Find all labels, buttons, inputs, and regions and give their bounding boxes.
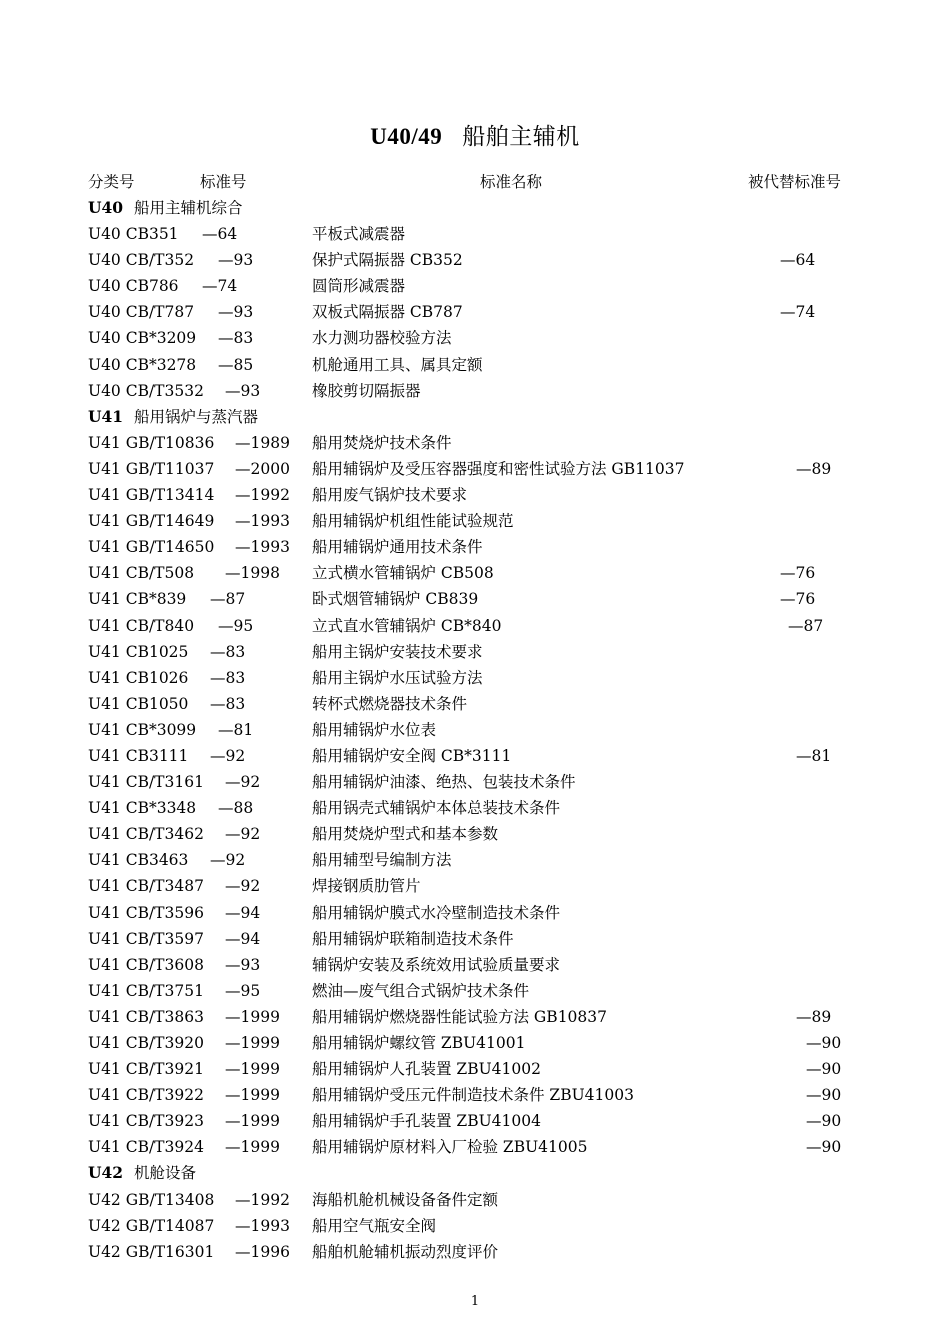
table-row: [0, 952, 950, 978]
replaced-standard: —76: [780, 590, 816, 609]
title-name: 船舶主辅机: [462, 124, 580, 150]
section-row: [0, 1160, 950, 1186]
standard-year: —1996: [235, 1242, 290, 1261]
standard-code: U41 CB/T3597: [88, 929, 204, 948]
standard-name: 双板式隔振器 CB787: [312, 303, 463, 322]
table-row: [0, 430, 950, 456]
replaced-standard: —81: [796, 746, 832, 765]
standard-code: U41 CB1050: [88, 694, 189, 713]
standard-year: —85: [218, 355, 254, 374]
section-row: [0, 195, 950, 221]
standard-name: 船用废气锅炉技术要求: [312, 486, 468, 505]
table-row: [0, 978, 950, 1004]
standard-year: —95: [225, 981, 261, 1000]
standard-code: U41 CB/T3161: [88, 773, 204, 792]
standard-code: U41 CB/T840: [88, 616, 195, 635]
replaced-standard: —90: [806, 1112, 842, 1131]
replaced-standard: —87: [788, 616, 824, 635]
section-title: 船用主辅机综合: [134, 199, 243, 217]
table-row: [0, 795, 950, 821]
standard-code: U42 GB/T14087: [88, 1216, 215, 1235]
standard-year: —1999: [225, 1060, 280, 1079]
standard-year: —1999: [225, 1034, 280, 1052]
standard-year: —95: [218, 616, 254, 635]
standard-year: —1992: [235, 1190, 290, 1209]
standard-code: U40 CB/T352: [88, 251, 195, 270]
standard-name: 船用辅锅炉螺纹管 ZBU41001: [312, 1034, 526, 1052]
standard-name: 船用辅锅炉手孔装置 ZBU41004: [312, 1112, 541, 1131]
standard-code: U41 CB/T3923: [88, 1112, 204, 1131]
standard-year: —83: [210, 668, 246, 687]
standard-code: U41 GB/T13414: [88, 486, 215, 505]
standard-year: —1989: [235, 433, 290, 452]
standard-code: U41 CB*3099: [88, 720, 197, 739]
standard-code: U41 CB*839: [88, 590, 187, 609]
header-std: 标准号: [200, 173, 247, 191]
table-row: [0, 560, 950, 586]
standard-name: 船用空气瓶安全阀: [312, 1216, 437, 1235]
standard-name: 卧式烟管辅锅炉 CB839: [312, 590, 479, 609]
standard-year: —1998: [225, 564, 280, 583]
standard-name: 船用辅锅炉及受压容器强度和密性试验方法 GB11037: [312, 459, 685, 478]
standard-name: 船用辅锅炉水位表: [312, 720, 437, 739]
replaced-standard: —76: [780, 564, 816, 583]
standard-code: U41 CB/T3487: [88, 877, 204, 896]
standard-code: U41 CB/T3920: [88, 1034, 204, 1052]
standard-name: 水力测功器校验方法: [312, 329, 452, 348]
table-row: [0, 482, 950, 508]
standard-code: U41 GB/T14650: [88, 538, 215, 557]
table-row: [0, 821, 950, 847]
standard-year: —1993: [235, 1216, 290, 1235]
page-number: 1: [470, 1294, 480, 1309]
standard-name: 船用辅锅炉燃烧器性能试验方法 GB10837: [312, 1007, 608, 1026]
standard-year: —83: [210, 694, 246, 713]
standard-code: U40 CB/T3532: [88, 381, 204, 400]
standard-year: —92: [225, 773, 261, 792]
table-row: [0, 534, 950, 560]
standard-year: —92: [225, 877, 261, 896]
standards-table: [0, 195, 950, 1265]
table-row: [0, 586, 950, 612]
standard-year: —1993: [235, 512, 290, 531]
standard-name: 船用焚烧炉型式和基本参数: [312, 825, 499, 844]
standard-code: U41 CB/T3921: [88, 1060, 204, 1079]
standard-name: 船用主锅炉安装技术要求: [312, 642, 483, 661]
standard-year: —1999: [225, 1007, 280, 1026]
standard-code: U41 CB*3348: [88, 799, 197, 818]
standard-name: 船用辅锅炉通用技术条件: [312, 538, 483, 557]
standard-year: —92: [210, 746, 246, 765]
table-header: [0, 170, 950, 192]
standard-name: 立式直水管辅锅炉 CB*840: [312, 616, 502, 635]
standard-code: U41 CB/T3922: [88, 1086, 204, 1105]
standard-code: U41 CB/T508: [88, 564, 195, 583]
standard-year: —87: [210, 590, 246, 609]
table-row: [0, 273, 950, 299]
replaced-standard: —89: [796, 1007, 832, 1026]
table-row: [0, 508, 950, 534]
table-row: [0, 247, 950, 273]
table-row: [0, 847, 950, 873]
title-code: U40/49: [370, 124, 443, 149]
table-row: [0, 1134, 950, 1160]
standard-name: 平板式减震器: [312, 225, 406, 244]
table-row: [0, 900, 950, 926]
standard-name: 船用辅锅炉人孔装置 ZBU41002: [312, 1060, 541, 1079]
table-row: [0, 717, 950, 743]
standard-code: U40 CB*3209: [88, 329, 197, 348]
standard-name: 船用锅壳式辅锅炉本体总装技术条件: [312, 799, 561, 818]
standard-name: 船舶机舱辅机振动烈度评价: [312, 1242, 499, 1261]
standard-year: —1999: [225, 1112, 280, 1131]
replaced-standard: —74: [780, 303, 816, 322]
standard-year: —83: [210, 642, 246, 661]
table-row: [0, 1108, 950, 1134]
standard-name: 船用主锅炉水压试验方法: [312, 668, 483, 687]
standard-name: 转杯式燃烧器技术条件: [312, 694, 468, 713]
standard-year: —64: [202, 225, 238, 244]
standard-year: —93: [218, 303, 254, 322]
standard-year: —1992: [235, 486, 290, 505]
standard-year: —92: [225, 825, 261, 844]
replaced-standard: —90: [806, 1086, 842, 1105]
header-name: 标准名称: [480, 173, 543, 191]
table-row: [0, 1239, 950, 1265]
standard-year: —93: [218, 251, 254, 270]
table-row: [0, 639, 950, 665]
header-class: 分类号: [88, 173, 135, 191]
standard-code: U42 GB/T13408: [88, 1190, 215, 1209]
standard-code: U41 CB/T3462: [88, 825, 204, 844]
standard-year: —83: [218, 329, 254, 348]
standard-year: —1999: [225, 1086, 280, 1105]
standard-code: U41 CB/T3924: [88, 1138, 204, 1157]
standard-year: —94: [225, 929, 261, 948]
standard-year: —81: [218, 720, 254, 739]
standard-name: 船用焚烧炉技术条件: [312, 433, 452, 452]
standard-name: 焊接钢质肋管片: [312, 877, 421, 896]
table-row: [0, 1213, 950, 1239]
standard-code: U41 CB3463: [88, 851, 189, 870]
table-row: [0, 743, 950, 769]
table-row: [0, 221, 950, 247]
standard-name: 船用辅锅炉机组性能试验规范: [312, 512, 514, 531]
page-title: [0, 118, 950, 151]
standard-code: U41 CB/T3751: [88, 981, 204, 1000]
standard-code: U41 GB/T11037: [88, 459, 215, 478]
table-row: [0, 665, 950, 691]
standard-code: U41 GB/T14649: [88, 512, 215, 531]
standard-code: U40 CB351: [88, 225, 179, 244]
table-row: [0, 325, 950, 351]
standard-year: —88: [218, 799, 254, 818]
standard-name: 船用辅锅炉油漆、绝热、包装技术条件: [312, 773, 576, 792]
standard-code: U40 CB*3278: [88, 355, 197, 374]
section-code: U42: [88, 1163, 124, 1183]
standard-name: 燃油—废气组合式锅炉技术条件: [312, 981, 530, 1000]
standard-code: U41 CB/T3608: [88, 955, 204, 974]
standard-name: 船用辅锅炉安全阀 CB*3111: [312, 746, 512, 765]
standard-code: U41 CB1026: [88, 668, 189, 687]
table-row: [0, 1187, 950, 1213]
standard-code: U41 GB/T10836: [88, 433, 215, 452]
replaced-standard: —90: [806, 1060, 842, 1079]
standard-year: —93: [225, 381, 261, 400]
table-row: [0, 456, 950, 482]
standard-name: 船用辅锅炉膜式水冷壁制造技术条件: [312, 903, 561, 922]
standard-year: —94: [225, 903, 261, 922]
section-title: 船用锅炉与蒸汽器: [134, 407, 259, 426]
table-row: [0, 1030, 950, 1056]
table-row: [0, 926, 950, 952]
standard-code: U41 CB/T3863: [88, 1007, 204, 1026]
section-code: U41: [88, 406, 124, 426]
standard-year: —92: [210, 851, 246, 870]
header-replaced: 被代替标准号: [748, 173, 842, 191]
section-row: [0, 404, 950, 430]
replaced-standard: —64: [780, 251, 816, 270]
standard-name: 橡胶剪切隔振器: [312, 381, 421, 400]
standard-name: 圆筒形减震器: [312, 277, 406, 296]
table-row: [0, 873, 950, 899]
standard-year: —2000: [235, 459, 290, 478]
table-row: [0, 378, 950, 404]
table-row: [0, 613, 950, 639]
section-code: U40: [88, 198, 124, 217]
standard-year: —93: [225, 955, 261, 974]
standard-name: 立式横水管辅锅炉 CB508: [312, 564, 494, 583]
standard-code: U40 CB/T787: [88, 303, 195, 322]
standard-name: 海船机舱机械设备备件定额: [312, 1190, 499, 1209]
table-row: [0, 1056, 950, 1082]
standard-year: —74: [202, 277, 238, 296]
standard-name: 保护式隔振器 CB352: [312, 251, 463, 270]
standard-name: 船用辅型号编制方法: [312, 851, 452, 870]
standard-code: U41 CB1025: [88, 642, 189, 661]
table-row: [0, 691, 950, 717]
standard-name: 船用辅锅炉联箱制造技术条件: [312, 929, 514, 948]
standard-name: 船用辅锅炉受压元件制造技术条件 ZBU41003: [312, 1086, 634, 1105]
standard-year: —1999: [225, 1138, 280, 1157]
standard-name: 辅锅炉安装及系统效用试验质量要求: [312, 955, 561, 974]
replaced-standard: —90: [806, 1034, 842, 1052]
replaced-standard: —89: [796, 459, 832, 478]
section-title: 机舱设备: [134, 1164, 197, 1183]
table-row: [0, 1004, 950, 1030]
replaced-standard: —90: [806, 1138, 842, 1157]
standard-code: U41 CB/T3596: [88, 903, 204, 922]
standard-year: —1993: [235, 538, 290, 557]
standard-name: 机舱通用工具、属具定额: [312, 355, 483, 374]
standard-name: 船用辅锅炉原材料入厂检验 ZBU41005: [312, 1138, 588, 1157]
standard-code: U42 GB/T16301: [88, 1242, 215, 1261]
standard-code: U40 CB786: [88, 277, 179, 296]
table-row: [0, 1082, 950, 1108]
table-row: [0, 769, 950, 795]
standard-code: U41 CB3111: [88, 746, 189, 765]
table-row: [0, 299, 950, 325]
table-row: [0, 352, 950, 378]
